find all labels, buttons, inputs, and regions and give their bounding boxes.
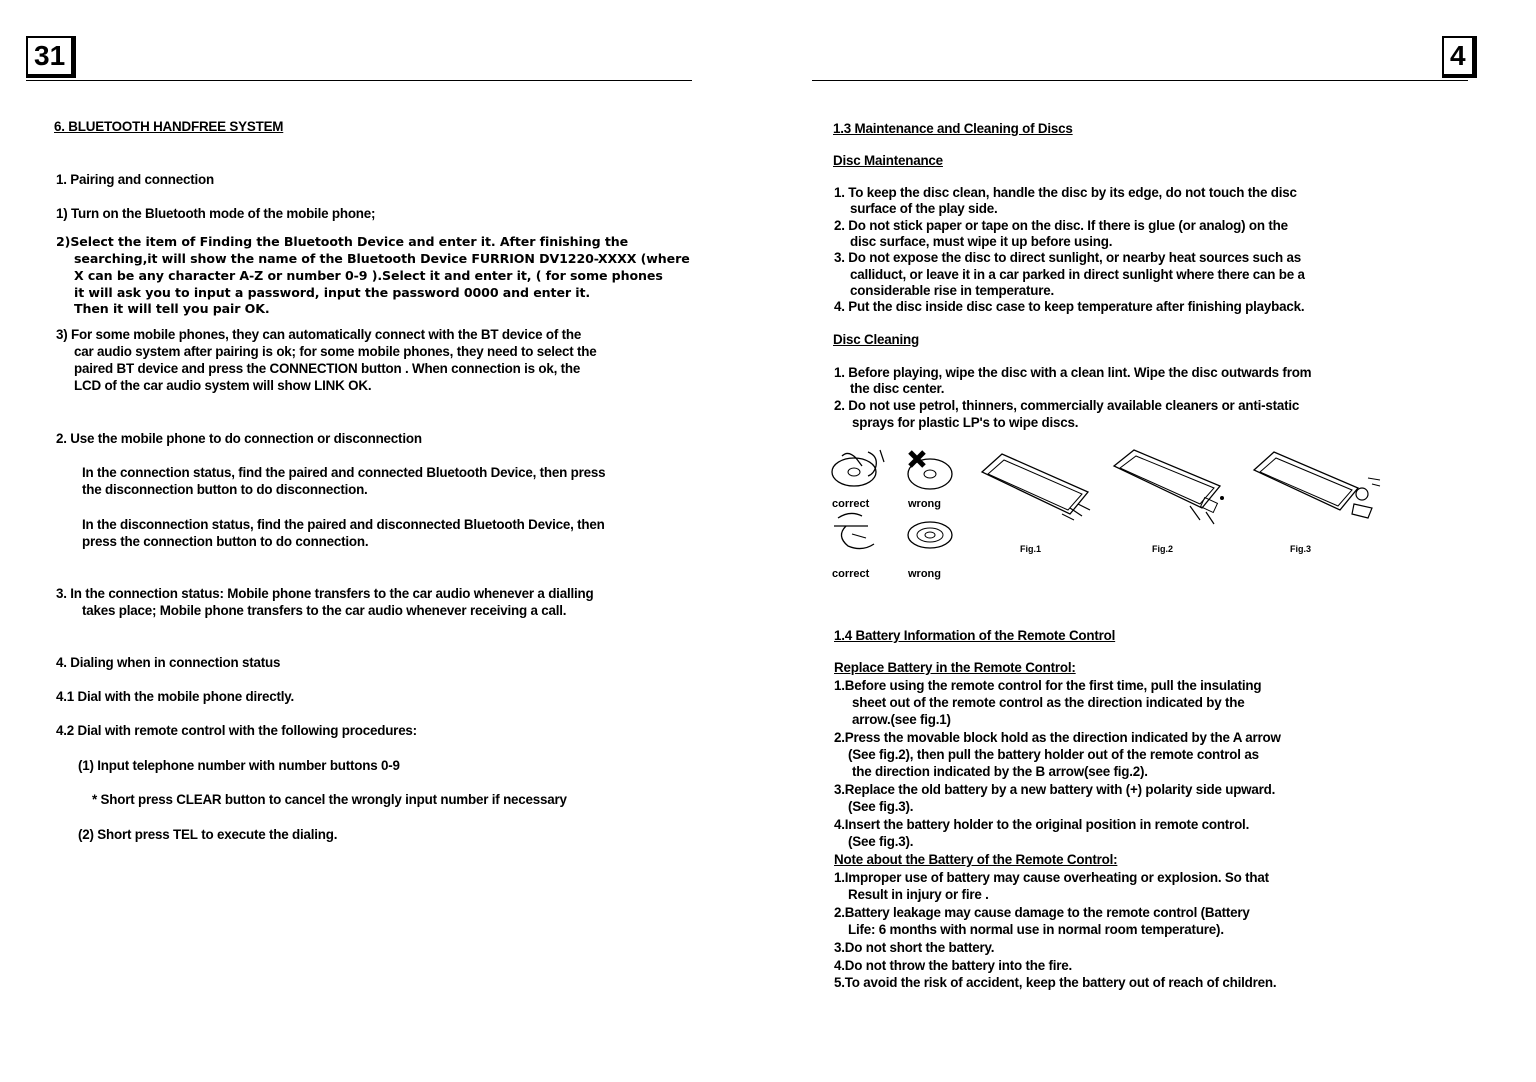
section13-title: 1.3 Maintenance and Cleaning of Discs	[833, 121, 1073, 136]
step2-line3-mid: or number	[263, 268, 345, 283]
n2-line1: 2.Battery leakage may cause damage to the remote control (Battery	[834, 905, 1250, 920]
dc2-line1: 2. Do not use petrol, thinners, commercially available cleaners or anti-static	[834, 398, 1300, 413]
dm4-text: 4. Put the disc inside disc case to keep temperature after finishing playback.	[834, 299, 1305, 314]
dc1-line1: 1. Before playing, wipe the disc with a clean lint. Wipe the disc outwards from	[834, 365, 1312, 380]
clear-key-label: CLEAR	[176, 792, 222, 807]
dm2-line2: disc surface, must wipe it up before using.	[850, 234, 1113, 249]
remote-fig2-illustration	[1110, 446, 1230, 526]
step2-line4: it will ask you to input a password, input the password 0000 and enter it.	[74, 285, 591, 300]
dm2-line1: 2. Do not stick paper or tape on the disc. If there is glue (or analog) on the	[834, 218, 1288, 233]
disc-cleaning-title: Disc Cleaning	[833, 332, 919, 347]
device-name: FURRION DV1220-XXXX	[471, 251, 637, 266]
tel-key-label: TEL	[173, 827, 198, 842]
r4-line2: (See fig.3).	[848, 834, 914, 849]
section14-title: 1.4 Battery Information of the Remote Control	[834, 628, 1116, 643]
caption-correct-1: correct	[832, 498, 870, 510]
header-rule	[26, 80, 692, 81]
char-x: X	[74, 268, 84, 283]
step3-line2: car audio system after pairing is ok; for some mobile phones, they need to select the	[74, 344, 597, 359]
dc1-line2: the disc center.	[850, 381, 945, 396]
r3-line2: (See fig.3).	[848, 799, 914, 814]
caption-wrong-1: wrong	[908, 498, 941, 510]
remote-fig1-illustration	[978, 448, 1098, 524]
caption-wrong-2: wrong	[908, 568, 941, 580]
proc2-text-b: to execute the dialing.	[197, 827, 338, 842]
item3-line1: 3. In the connection status: Mobile phone transfers to the car audio whenever a dialling	[56, 586, 594, 601]
step3-line3: paired BT device and press the CONNECTION button . When connection is ok, the	[74, 361, 581, 376]
right-page	[768, 0, 1536, 1082]
r3-line1: 3.Replace the old battery by a new battery with (+) polarity side upward.	[834, 782, 1276, 797]
battery-note-title: Note about the Battery of the Remote Control:	[834, 852, 1118, 867]
proc2-text-a: (2) Short press	[78, 827, 174, 842]
replace-battery-title: Replace Battery in the Remote Control:	[834, 660, 1076, 675]
step2-line3	[74, 267, 663, 284]
dc2-line2: sprays for plastic LP's to wipe discs.	[852, 415, 1079, 430]
item2-para1-line2: the disconnection button to do disconnection.	[82, 482, 368, 497]
n2-line2: Life: 6 months with normal use in normal room temperature).	[848, 922, 1224, 937]
note-text-b: button to cancel the wrongly input number if necessary	[221, 792, 567, 807]
caption-correct-2: correct	[832, 568, 870, 580]
item1-title: 1. Pairing and connection	[56, 172, 214, 187]
disc-and-remote-illustrations	[828, 446, 1388, 586]
n3-text: 3.Do not short the battery.	[834, 940, 995, 955]
dm1-line2: surface of the play side.	[850, 201, 998, 216]
n1-line2: Result in injury or fire .	[848, 887, 989, 902]
disc-touch-wrong-illustration	[902, 448, 958, 492]
header-rule	[812, 80, 1468, 81]
procedure1-text: (1) Input telephone number with number buttons 0-9	[78, 758, 400, 773]
disc-hold-correct-illustration	[828, 446, 888, 492]
n4-text: 4.Do not throw the battery into the fire.	[834, 958, 1073, 973]
dm3-line1: 3. Do not expose the disc to direct sunlight, or nearby heat sources such as	[834, 250, 1301, 265]
item2-para1-line1: In the connection status, find the paired and connected Bluetooth Device, then press	[82, 465, 606, 480]
step3-line4: LCD of the car audio system will show LINK OK.	[74, 378, 372, 393]
step2-line2-end: (where	[636, 251, 690, 266]
r2-line3: the direction indicated by the B arrow(see fig.2).	[852, 764, 1148, 779]
r1-line1: 1.Before using the remote control for the first time, pull the insulating	[834, 678, 1262, 693]
disc-wipe-correct-illustration	[828, 508, 888, 554]
dm3-line3: considerable rise in temperature.	[850, 283, 1055, 298]
caption-fig2: Fig.2	[1152, 544, 1174, 554]
page-number: 31	[26, 36, 76, 78]
step3-line1: 3) For some mobile phones, they can automatically connect with the BT device of the	[56, 327, 582, 342]
page-number: 4	[1442, 36, 1477, 78]
step2-line2-text: searching,it will show the name of the Bluetooth Device	[74, 251, 472, 266]
r2-line1: 2.Press the movable block hold as the direction indicated by the A arrow	[834, 730, 1281, 745]
procedure-note	[92, 791, 567, 808]
step2-line3-text: can be any character	[83, 268, 240, 283]
step2-line3-end: ).Select it and enter it, ( for some phones	[367, 268, 663, 283]
step1-text: 1) Turn on the Bluetooth mode of the mobile phone;	[56, 206, 376, 221]
r1-line2: sheet out of the remote control as the direction indicated by the	[852, 695, 1245, 710]
item2-para2-line1: In the disconnection status, find the paired and disconnected Bluetooth Device, then	[82, 517, 605, 532]
step2-line1: 2)Select the item of Finding the Bluetooth Device and enter it. After finishing the	[56, 234, 629, 249]
item41-text: 4.1 Dial with the mobile phone directly.	[56, 689, 295, 704]
section-title: 6. BLUETOOTH HANDFREE SYSTEM	[54, 119, 284, 134]
item3-line2: takes place; Mobile phone transfers to the car audio whenever receiving a call.	[82, 603, 567, 618]
procedure2-text	[78, 826, 337, 843]
note-bullet: *	[92, 792, 98, 807]
step2-line5: Then it will tell you pair OK.	[74, 301, 270, 316]
char-range: A-Z	[239, 268, 264, 283]
disc-wipe-wrong-illustration	[902, 518, 958, 552]
item42-text: 4.2 Dial with remote control with the following procedures:	[56, 723, 417, 738]
r2-line2: (See fig.2), then pull the battery holder out of the remote control as	[848, 747, 1259, 762]
remote-fig3-illustration	[1250, 448, 1382, 528]
r1-line3: arrow.(see fig.1)	[852, 712, 951, 727]
n5-text: 5.To avoid the risk of accident, keep the battery out of reach of children.	[834, 975, 1277, 990]
item4-title: 4. Dialing when in connection status	[56, 655, 281, 670]
item2-title: 2. Use the mobile phone to do connection or disconnection	[56, 431, 422, 446]
caption-fig3: Fig.3	[1290, 544, 1312, 554]
dm1-line1: 1. To keep the disc clean, handle the disc by its edge, do not touch the disc	[834, 185, 1297, 200]
step2-line2	[74, 250, 690, 267]
note-text-a: Short press	[97, 792, 177, 807]
n1-line1: 1.Improper use of battery may cause overheating or explosion. So that	[834, 870, 1269, 885]
caption-fig1: Fig.1	[1020, 544, 1042, 554]
item2-para2-line2: press the connection button to do connection.	[82, 534, 369, 549]
r4-line1: 4.Insert the battery holder to the original position in remote control.	[834, 817, 1250, 832]
disc-maintenance-title: Disc Maintenance	[833, 153, 943, 168]
number-range: 0-9	[344, 268, 368, 283]
dm3-line2: calliduct, or leave it in a car parked in direct sunlight where there can be a	[850, 267, 1305, 282]
